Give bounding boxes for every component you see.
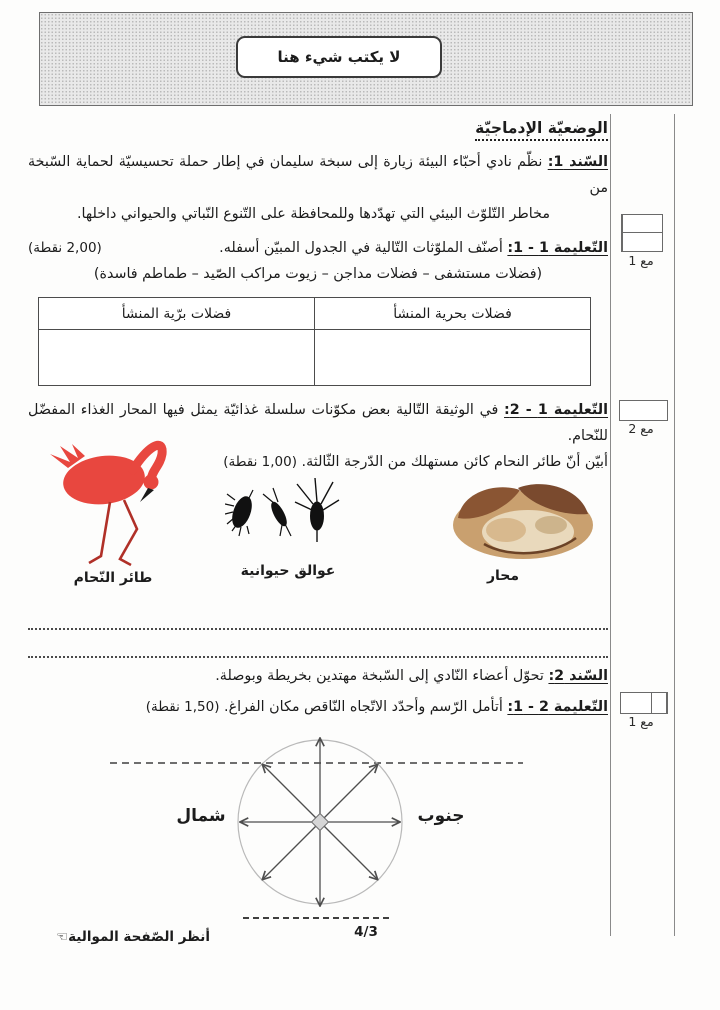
- grid-cell: [622, 215, 642, 233]
- criterion-label-1: مع 1: [628, 253, 654, 268]
- pointing-hand-icon: ☜: [56, 929, 69, 945]
- classification-table: [38, 297, 591, 386]
- plankton-illustration: [225, 468, 343, 550]
- criterion-grid-3: [620, 692, 668, 714]
- pollutants-list: (فضلات مستشفى – فضلات مداجن – زيوت مراكب الصّيد – طماطم فاسدة): [93, 266, 543, 282]
- instruction-1-1-text: أصنّف الملوّثات التّالية في الجدول المبيّن أسفله.: [219, 240, 503, 256]
- page-title: الوضعيّة الإدماجيّة: [475, 119, 608, 141]
- sanad1-label: السّند 1:: [547, 154, 609, 170]
- plankton-figure: [225, 468, 343, 550]
- instruction-1-1-label: التّعليمة 1 - 1:: [507, 240, 608, 256]
- table-header-marine: فضلات بحرية المنشأ: [315, 298, 591, 330]
- oyster-illustration: [448, 470, 598, 565]
- sanad1-text1: نظّم نادي أحبّاء البيئة زيارة إلى سبخة سليمان في إطار حملة تحسيسيّة لحماية السّبخة من: [28, 154, 608, 196]
- instruction-1-1: [28, 235, 608, 261]
- plankton-caption: عوالق حيوانية: [240, 563, 336, 579]
- sanad1-line2: مخاطر التّلوّث البيئي التي تهدّدها وللمحافظة على التّنوع النّباتي والحيواني داخلها.: [76, 206, 550, 222]
- table-header-row: [39, 298, 591, 330]
- criterion-grid-1: [621, 214, 663, 252]
- instruction-1-2-text2: أبيّن أنّ طائر النحام كائن مستهلك من الدّرجة الثّالثة.: [301, 454, 608, 470]
- margin-rule-outer: [674, 114, 675, 936]
- table-cell-empty: [39, 330, 315, 386]
- table-cell-empty: [315, 330, 591, 386]
- do-not-write-text: لا يكتب شيء هنا: [277, 48, 401, 66]
- table-header-land: فضلات برّية المنشأ: [39, 298, 315, 330]
- instruction-2-1-text: أتأمل الرّسم وأحدّد الاتّجاه النّاقص مكان الفراغ.: [224, 699, 503, 715]
- content-area: [28, 118, 608, 475]
- margin-rule-inner: [610, 114, 611, 936]
- instruction-1-2-label: التّعليمة 1 - 2:: [504, 402, 609, 418]
- page-number: 4/3: [354, 924, 378, 940]
- grid-cell: [636, 693, 651, 713]
- grid-cell: [642, 233, 662, 251]
- instruction-1-1-score: (2,00 نقطة): [28, 240, 102, 256]
- answer-line: [28, 628, 608, 630]
- instruction-2-1: [28, 694, 608, 720]
- do-not-write-box: [236, 36, 442, 78]
- table-row: [39, 330, 591, 386]
- sanad2-line: [28, 663, 608, 689]
- flamingo-caption: طائر النّحام: [73, 570, 153, 586]
- criterion-label-2: مع 2: [628, 421, 654, 436]
- grid-cell: [621, 693, 636, 713]
- flamingo-figure: [30, 428, 195, 573]
- compass-diagram: [100, 735, 540, 915]
- next-page-note: [40, 929, 210, 945]
- next-page-text: أنظر الصّفحة الموالية: [68, 929, 210, 945]
- instruction-1-1-text-wrap: [219, 235, 608, 261]
- flamingo-illustration: [30, 428, 195, 573]
- oyster-caption: محار: [486, 568, 520, 584]
- sanad2-label: السّند 2:: [548, 668, 608, 684]
- instruction-1-2-text: في الوثيقة التّالية بعض مكوّنات سلسلة غذائيّة يمثل فيها المحار الغذاء المفضّل للنّحام.: [28, 402, 608, 444]
- sanad2-text: تحوّل أعضاء النّادي إلى السّبخة مهتدين بخريطة وبوصلة.: [215, 668, 544, 684]
- compass-east-label: جنوب: [417, 806, 465, 826]
- criterion-grid-2: [619, 400, 668, 421]
- grid-cell: [652, 693, 667, 713]
- compass-rose-illustration: [100, 735, 540, 915]
- oyster-figure: [448, 470, 598, 565]
- footer-dash-line: [243, 917, 389, 919]
- grid-cell: [642, 215, 662, 233]
- instruction-1-2-score: (1,00 نقطة): [223, 454, 297, 470]
- sanad2-block: [28, 663, 608, 720]
- sanad1-line1: [28, 149, 608, 201]
- grid-cell: [622, 233, 642, 251]
- instruction-2-1-score: (1,50 نقطة): [145, 699, 220, 715]
- instruction-2-1-label: التّعليمة 2 - 1:: [507, 699, 608, 715]
- compass-west-label: شمال: [176, 806, 226, 826]
- criterion-label-3: مع 1: [628, 714, 654, 729]
- answer-line: [28, 656, 608, 658]
